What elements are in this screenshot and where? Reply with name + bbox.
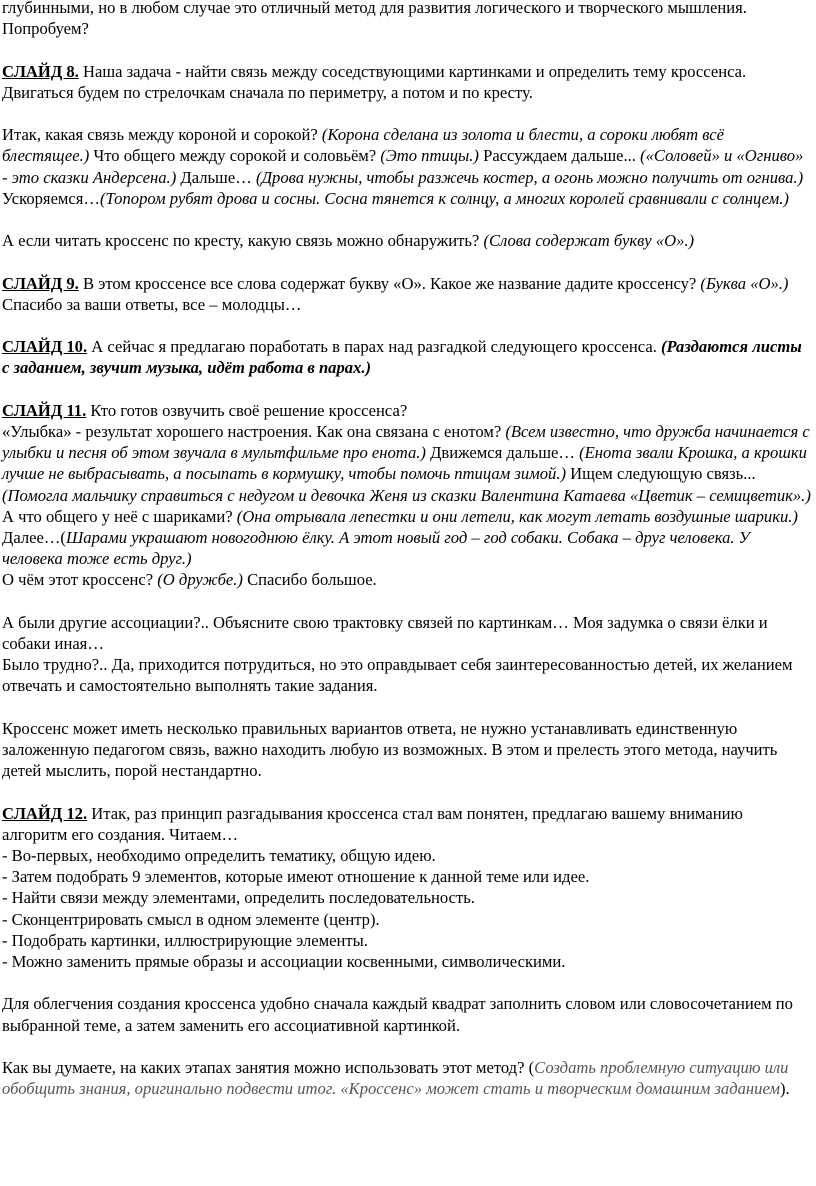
algorithm-step: - Можно заменить прямые образы и ассоциации косвенными, символическими. [2, 952, 566, 971]
algorithm-step: - Затем подобрать 9 элементов, которые имеют отношение к данной теме или идее. [2, 867, 590, 887]
paragraph-slide-12: СЛАЙД 12. Итак, раз принцип разгадывания кроссенса стал вам понятен, предлагаю вашему вниманию алгоритм его создания. Читаем… - Во-первых, необходимо определить тематику, общую идею. - Затем подобрать 9 элементов, которые имеют отношение к данной теме или идее. - Найти связи между элементами, определить последовательность. - Сконцентрировать смысл в одном элементе (центр). - Подобрать картинки, иллюстрирующие элементы. - Можно заменить прямые образы и ассоциации косвенными, символическими. [2, 803, 743, 971]
paragraph-ease: Для облегчения создания кроссенса удобно сначала каждый квадрат заполнить словом или словосочетанием по выбранной теме, а затем заменить его ассоциативной картинкой. [2, 994, 793, 1035]
slide-10-label: СЛАЙД 10. [2, 337, 88, 357]
slide-12-label: СЛАЙД 12. [2, 803, 88, 823]
algorithm-step: - Сконцентрировать смысл в одном элементе (центр). [2, 909, 380, 929]
paragraph-stages: Как вы думаете, на каких этапах занятия можно использовать этот метод? (Создать проблемную ситуацию или обобщить знания, оригинально подвести итог. «Кроссенс» может стать и творческим домашним заданием). [2, 1057, 790, 1099]
paragraph-slide-11: СЛАЙД 11. Кто готов озвучить своё решение кроссенса? «Улыбка» - результат хорошего настроения. Как она связана с енотом? (Всем известно, что дружба начинается с улыбки и песня об этом звучала в мультфильме про енота.) Движемся дальше… (Енота звали Крошка, а крошки лучше не выбрасывать, а посыпать в кормушку, чтобы помочь птицам зимой.) Ищем следующую связь...(Помогла мальчику справиться с недугом и девочка Женя из сказки Валентина Катаева «Цветик – семицветик».) А что общего у неё с шариками? (Она отрывала лепестки и они летели, как могут летать воздушные шарики.) Далее…(Шарами украшают новогоднюю ёлку. А этот новый год – год собаки. Собака – друг человека. У человека тоже есть друг.) О чём этот кроссенс? (О дружбе.) Спасибо большое. [2, 400, 811, 590]
paragraph-cross: А если читать кроссенс по кресту, какую связь можно обнаружить? (Слова содержат букву «О».) [2, 231, 695, 251]
paragraph-slide-9: СЛАЙД 9. В этом кроссенсе все слова содержат букву «О». Какое же название дадите кроссенсу? (Буква «О».) Спасибо за ваши ответы, все – молодцы… [2, 273, 789, 314]
algorithm-step: - Найти связи между элементами, определить последовательность. [2, 888, 475, 908]
paragraph-other-associations: А были другие ассоциации?.. Объясните свою трактовку связей по картинкам… Моя задумка о связи ёлки и собаки иная… Было трудно?.. Да, приходится потрудиться, но это оправдывает себя заинтересованностью детей, их желанием отвечать и самостоятельно выполнять такие задания. [2, 612, 793, 696]
paragraph-associations: Итак, какая связь между короной и сорокой? (Корона сделана из золота и блести, а сороки любят всё блестящее.) Что общего между сорокой и соловьём? (Это птицы.) Рассуждаем дальше... («Соловей» и «Огниво» - это сказки Андерсена.) Дальше… (Дрова нужны, чтобы разжечь костер, а огонь можно получить от огнива.) Ускоряемся…(Топором рубят дрова и сосны. Сосна тянется к солнцу, а многих королей сравнивали с солнцем.) [2, 125, 804, 208]
paragraph-variants: Кроссенс может иметь несколько правильных вариантов ответа, не нужно устанавливать единственную заложенную педагогом связь, важно находить любую из возможных. В этом и прелесть этого метода, научить детей мыслить, порой нестандартно. [2, 718, 778, 781]
paragraph-intro: глубинными, но в любом случае это отличный метод для развития логического и творческого мышления. Попробуем? [2, 0, 747, 39]
slide-8-label: СЛАЙД 8. [2, 61, 79, 81]
paragraph-slide-8: СЛАЙД 8. Наша задача - найти связь между соседствующими картинками и определить тему кроссенса. Двигаться будем по стрелочкам сначала по периметру, а потом и по кресту. [2, 61, 747, 102]
slide-9-label: СЛАЙД 9. [2, 273, 79, 293]
paragraph-slide-10: СЛАЙД 10. А сейчас я предлагаю поработать в парах над разгадкой следующего кроссенса. (Раздаются листы с заданием, звучит музыка, идёт работа в парах.) [2, 337, 802, 378]
algorithm-step: - Подобрать картинки, иллюстрирующие элементы. [2, 930, 368, 950]
algorithm-step: - Во-первых, необходимо определить тематику, общую идею. [2, 845, 436, 865]
slide-11-label: СЛАЙД 11. [2, 400, 87, 420]
